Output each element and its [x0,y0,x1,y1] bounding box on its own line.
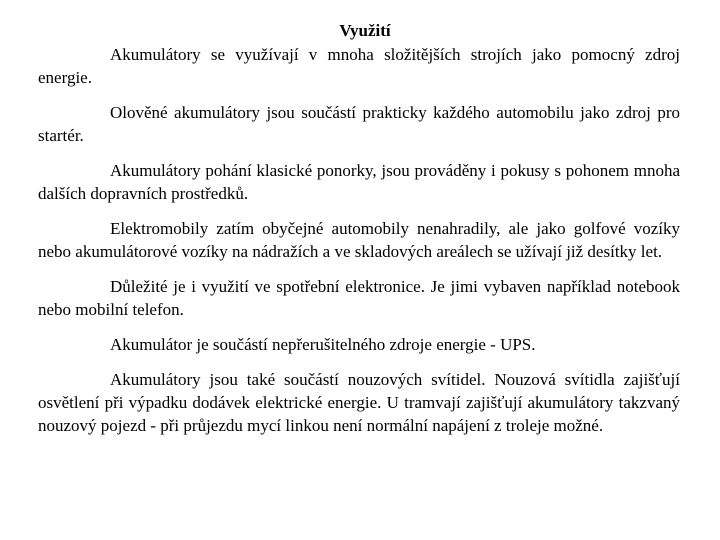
page-title: Využití [339,21,391,40]
paragraph-ups: Akumulátor je součástí nepřerušitelného zdroje energie - UPS. [110,335,536,354]
paragraph-submarines: Akumulátory pohání klasické ponorky, jsou prováděny i pokusy s pohonem mnoha dalších dopravních prostředků. [38,161,680,203]
paragraph-car-starter: Olověné akumulátory jsou součástí prakticky každého automobilu jako zdroj pro startér. [38,103,680,145]
paragraph-emergency-lights: Akumulátory jsou také součástí nouzových svítidel. Nouzová svítidla zajišťují osvětlení při výpadku dodávek elektrické energie. U tramvají zajišťují akumulátory takzvaný nouzový pojezd - při průjezdu mycí linkou není normální napájení z troleje možné. [38,370,680,435]
paragraph-consumer-electronics: Důležité je i využití ve spotřební elektronice. Je jimi vybaven například notebook nebo mobilní telefon. [38,277,680,319]
text-body [38,43,680,449]
paragraph-general-use: Akumulátory se využívají v mnoha složitějších strojích jako pomocný zdroj energie. [38,45,680,87]
paragraph-electric-vehicles: Elektromobily zatím obyčejné automobily nenahradily, ale jako golfové vozíky nebo akumulátorové vozíky na nádražích a ve skladových areálech se užívají již desítky let. [38,219,680,261]
